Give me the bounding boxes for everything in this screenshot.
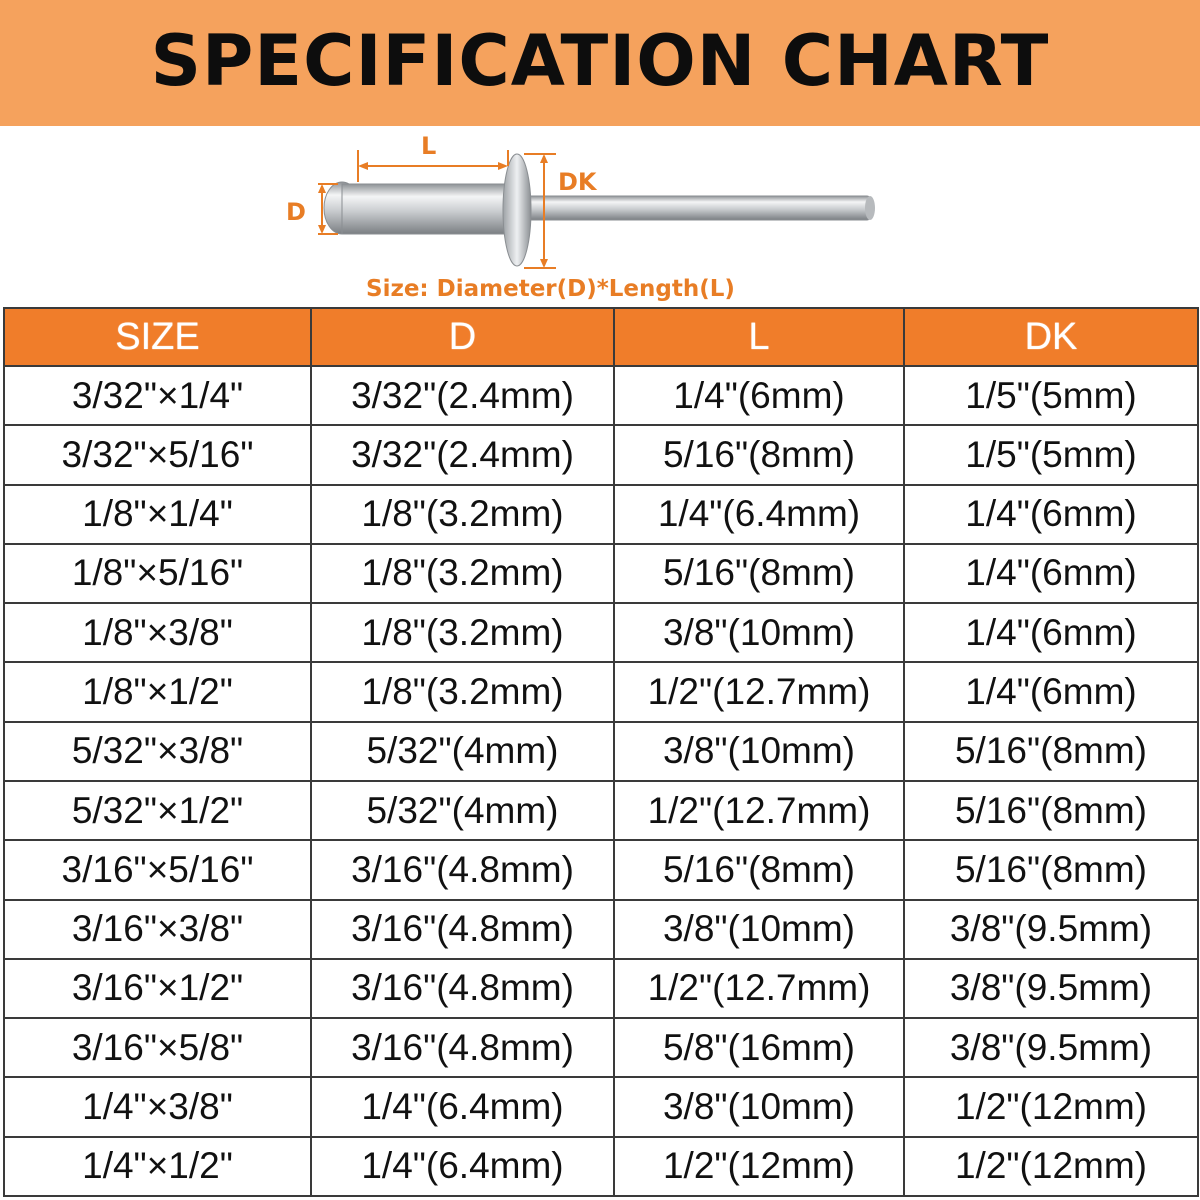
table-row (4, 840, 1198, 899)
table-row (4, 544, 1198, 603)
table-row (4, 662, 1198, 721)
cell-head-diameter: 3/8"(9.5mm) (904, 959, 1198, 1018)
length-label: L (421, 132, 437, 160)
header-length: L (614, 308, 904, 366)
cell-diameter: 3/16"(4.8mm) (311, 900, 614, 959)
table-row (4, 366, 1198, 425)
table-row (4, 1137, 1198, 1196)
cell-length: 5/16"(8mm) (614, 840, 904, 899)
spec-table (3, 307, 1199, 1197)
cell-head-diameter: 1/4"(6mm) (904, 603, 1198, 662)
cell-head-diameter: 1/2"(12mm) (904, 1137, 1198, 1196)
cell-diameter: 3/16"(4.8mm) (311, 840, 614, 899)
cell-size: 3/16"×5/16" (4, 840, 311, 899)
cell-diameter: 3/32"(2.4mm) (311, 366, 614, 425)
table-header-row (4, 308, 1198, 366)
rivet-body-shape (342, 184, 512, 234)
cell-head-diameter: 5/16"(8mm) (904, 781, 1198, 840)
cell-size: 5/32"×1/2" (4, 781, 311, 840)
cell-length: 5/16"(8mm) (614, 544, 904, 603)
cell-length: 1/2"(12.7mm) (614, 959, 904, 1018)
cell-diameter: 1/4"(6.4mm) (311, 1137, 614, 1196)
header-size: SIZE (4, 308, 311, 366)
cell-diameter: 5/32"(4mm) (311, 781, 614, 840)
cell-size: 5/32"×3/8" (4, 722, 311, 781)
header-head-diameter: DK (904, 308, 1198, 366)
table-row (4, 425, 1198, 484)
cell-length: 3/8"(10mm) (614, 722, 904, 781)
cell-diameter: 1/4"(6.4mm) (311, 1077, 614, 1136)
cell-head-diameter: 1/4"(6mm) (904, 662, 1198, 721)
cell-size: 1/8"×1/4" (4, 485, 311, 544)
rivet-diagram (0, 126, 1200, 308)
table-row (4, 722, 1198, 781)
header-diameter: D (311, 308, 614, 366)
rivet-head-shape (503, 154, 531, 266)
cell-length: 1/4"(6mm) (614, 366, 904, 425)
cell-size: 1/8"×3/8" (4, 603, 311, 662)
table-row (4, 485, 1198, 544)
cell-head-diameter: 1/4"(6mm) (904, 485, 1198, 544)
cell-size: 3/32"×1/4" (4, 366, 311, 425)
cell-size: 3/32"×5/16" (4, 425, 311, 484)
cell-head-diameter: 3/8"(9.5mm) (904, 1018, 1198, 1077)
cell-length: 1/2"(12mm) (614, 1137, 904, 1196)
table-row (4, 959, 1198, 1018)
cell-size: 1/4"×1/2" (4, 1137, 311, 1196)
cell-head-diameter: 1/5"(5mm) (904, 366, 1198, 425)
cell-head-diameter: 3/8"(9.5mm) (904, 900, 1198, 959)
mandrel-shape (520, 196, 870, 220)
cell-length: 1/2"(12.7mm) (614, 781, 904, 840)
cell-head-diameter: 5/16"(8mm) (904, 840, 1198, 899)
table-body (4, 366, 1198, 1196)
cell-diameter: 1/8"(3.2mm) (311, 662, 614, 721)
cell-diameter: 3/16"(4.8mm) (311, 1018, 614, 1077)
cell-diameter: 1/8"(3.2mm) (311, 544, 614, 603)
cell-size: 1/8"×1/2" (4, 662, 311, 721)
title-banner (0, 0, 1200, 126)
table-row (4, 603, 1198, 662)
cell-head-diameter: 5/16"(8mm) (904, 722, 1198, 781)
cell-length: 1/2"(12.7mm) (614, 662, 904, 721)
cell-diameter: 5/32"(4mm) (311, 722, 614, 781)
cell-diameter: 3/32"(2.4mm) (311, 425, 614, 484)
table-row (4, 1018, 1198, 1077)
cell-diameter: 1/8"(3.2mm) (311, 485, 614, 544)
cell-diameter: 1/8"(3.2mm) (311, 603, 614, 662)
cell-size: 1/8"×5/16" (4, 544, 311, 603)
cell-size: 3/16"×1/2" (4, 959, 311, 1018)
cell-size: 3/16"×3/8" (4, 900, 311, 959)
cell-length: 5/8"(16mm) (614, 1018, 904, 1077)
diameter-label: D (286, 198, 306, 226)
page-title: SPECIFICATION CHART (150, 20, 1050, 102)
cell-length: 5/16"(8mm) (614, 425, 904, 484)
cell-length: 3/8"(10mm) (614, 900, 904, 959)
cell-length: 3/8"(10mm) (614, 1077, 904, 1136)
cell-head-diameter: 1/5"(5mm) (904, 425, 1198, 484)
cell-length: 1/4"(6.4mm) (614, 485, 904, 544)
cell-size: 1/4"×3/8" (4, 1077, 311, 1136)
cell-head-diameter: 1/2"(12mm) (904, 1077, 1198, 1136)
table-row (4, 1077, 1198, 1136)
table-row (4, 900, 1198, 959)
cell-head-diameter: 1/4"(6mm) (904, 544, 1198, 603)
head-diameter-label: DK (558, 168, 597, 196)
cell-length: 3/8"(10mm) (614, 603, 904, 662)
table-row (4, 781, 1198, 840)
cell-diameter: 3/16"(4.8mm) (311, 959, 614, 1018)
cell-size: 3/16"×5/8" (4, 1018, 311, 1077)
size-caption: Size: Diameter(D)*Length(L) (366, 276, 735, 302)
